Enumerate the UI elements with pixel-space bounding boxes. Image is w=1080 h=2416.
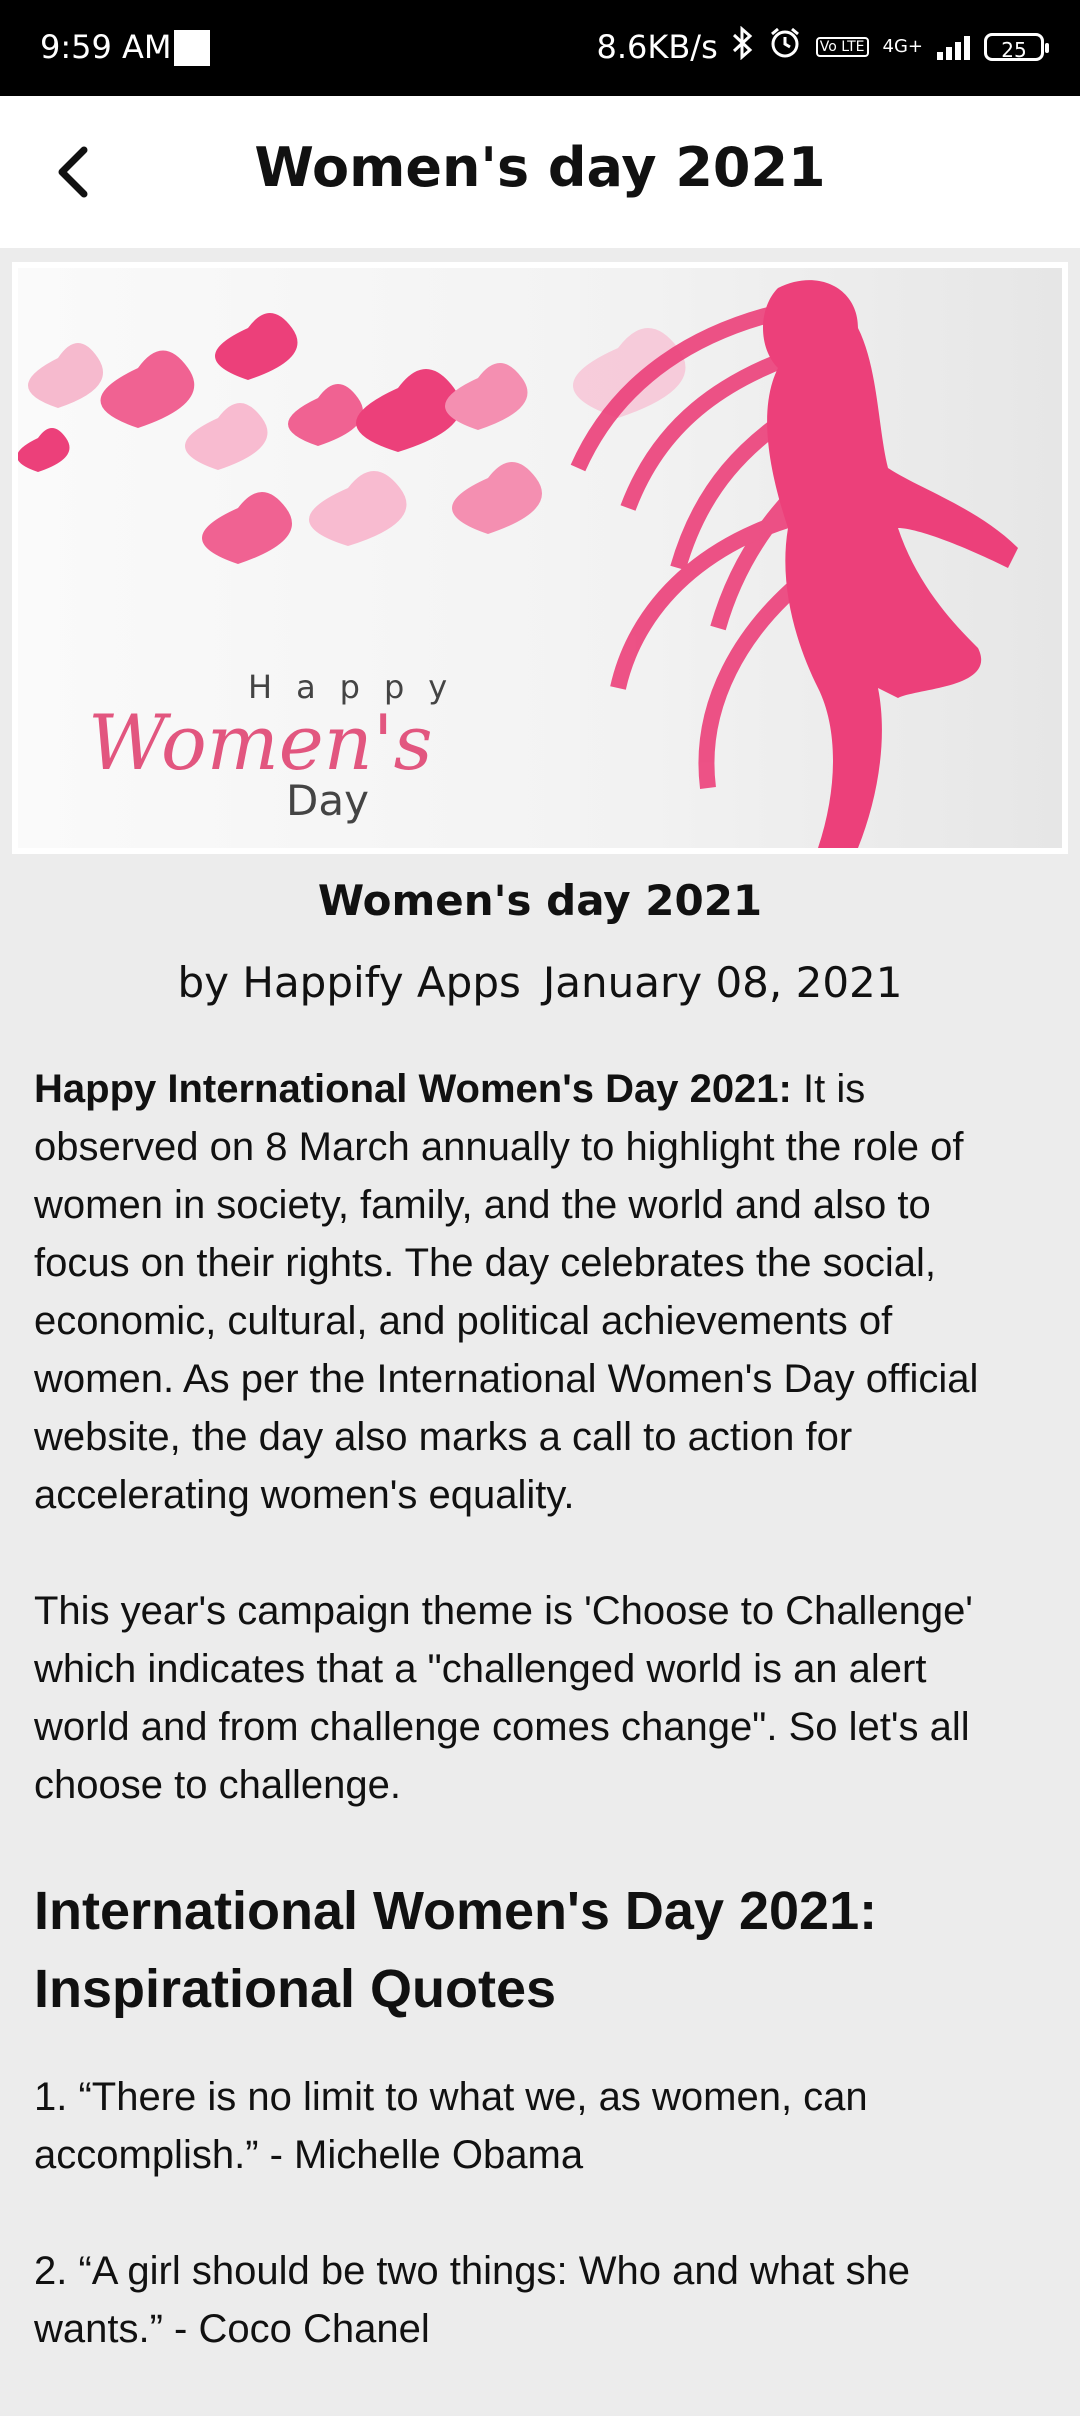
page-title: Women's day 2021 [254, 136, 826, 199]
quote-2: 2. “A girl should be two things: Who and what she wants.” - Coco Chanel [34, 2249, 911, 2351]
bluetooth-icon [732, 26, 754, 68]
network-type: 4G+ [882, 36, 923, 57]
battery-icon: 25 [984, 33, 1044, 61]
article-date: January 08, 2021 [542, 958, 903, 1007]
article-byline [0, 958, 1080, 1007]
app-bar [0, 96, 1080, 248]
network-speed: 8.6KB/s [596, 28, 718, 66]
notification-icon [174, 30, 210, 66]
intro-paragraph: Happy International Women's Day 2021: It is observed on 8 March annually to highlight the role of women in society, family, and the world and also to focus on their rights. The day celebrates the social, economic, cultural, and political achievements of women. As per the International Women's Day official website, the day also marks a call to action for accelerating women's equality. [34, 1067, 979, 1517]
hero-womens-text: Women's [88, 698, 433, 787]
hero-day-text: Day [286, 776, 369, 825]
quote-1: 1. “There is no limit to what we, as women, can accomplish.” - Michelle Obama [34, 2075, 868, 2177]
hero-image [12, 262, 1068, 854]
hero-happy-text: Happy [248, 668, 472, 706]
theme-paragraph: This year's campaign theme is 'Choose to Challenge' which indicates that a "challenged world is an alert world and from challenge comes change". So let's all choose to challenge. [34, 1589, 973, 1807]
volte-icon: Vo LTE [816, 37, 869, 57]
article-body [34, 1060, 1080, 2416]
status-bar [0, 0, 1080, 96]
intro-lead: Happy International Women's Day 2021: [34, 1067, 792, 1111]
section-heading: International Women's Day 2021: Inspirational Quotes [34, 1881, 878, 2019]
alarm-icon [768, 26, 802, 68]
status-time: 9:59 AM [40, 28, 172, 66]
article-title: Women's day 2021 [317, 876, 763, 925]
article-author: by Happify Apps [177, 958, 521, 1007]
status-icons [596, 26, 1044, 68]
signal-icon [937, 34, 970, 60]
